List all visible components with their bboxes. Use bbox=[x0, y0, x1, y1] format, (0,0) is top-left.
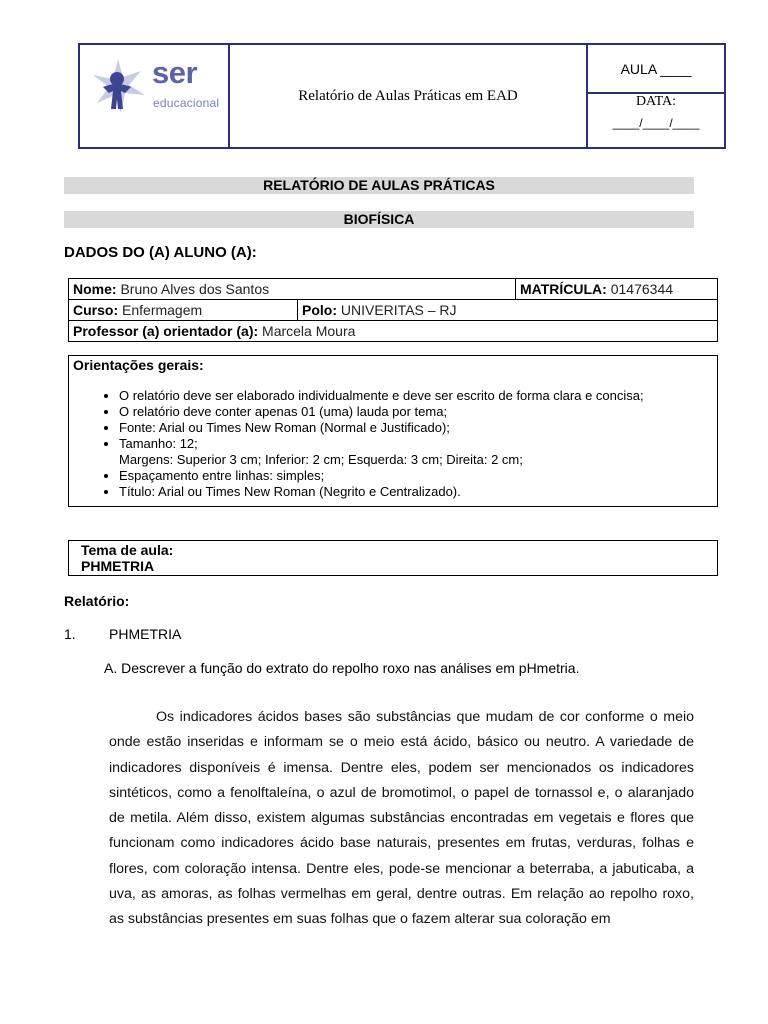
relatorio-heading: Relatório: bbox=[64, 593, 130, 609]
matricula-value: 01476344 bbox=[610, 281, 674, 297]
question-a: A. Descrever a função do extrato do repolho roxo nas análises em pHmetria. bbox=[104, 660, 580, 676]
data-field bbox=[588, 94, 724, 147]
tema-value: PHMETRIA bbox=[81, 558, 155, 574]
data-label: DATA: bbox=[635, 94, 677, 109]
guideline-item: • Fonte: Arial ou Times New Roman (Normal e Justificado); bbox=[119, 420, 644, 436]
curso-cell bbox=[69, 300, 298, 321]
subject-bar: BIOFÍSICA bbox=[64, 211, 694, 228]
professor-value: Marcela Moura bbox=[262, 323, 356, 339]
guidelines-title: Orientações gerais: bbox=[73, 357, 204, 373]
guideline-item: • O relatório deve conter apenas 01 (uma) lauda por tema; bbox=[119, 404, 644, 420]
report-paragraph bbox=[109, 705, 694, 933]
nome-label: Nome: bbox=[73, 281, 117, 297]
header-title: Relatório de Aulas Práticas em EAD bbox=[230, 45, 588, 147]
guideline-margins: Margens: Superior 3 cm; Inferior: 2 cm; Esquerda: 3 cm; Direita: 2 cm; bbox=[119, 452, 523, 467]
guideline-size: Tamanho: 12; bbox=[119, 436, 198, 451]
item-title: PHMETRIA bbox=[109, 626, 182, 642]
curso-value: Enfermagem bbox=[122, 302, 203, 318]
item-number: 1. bbox=[64, 626, 76, 642]
guideline-item: • Espaçamento entre linhas: simples; bbox=[119, 468, 644, 484]
ser-logo-icon bbox=[85, 57, 151, 123]
student-section-heading: DADOS DO (A) ALUNO (A): bbox=[64, 244, 257, 261]
document-header bbox=[78, 43, 726, 149]
guideline-item: • Título: Arial ou Times New Roman (Negrito e Centralizado). bbox=[119, 484, 644, 500]
guidelines-box bbox=[68, 355, 718, 507]
student-data-table bbox=[68, 278, 718, 342]
polo-cell bbox=[298, 300, 718, 321]
aula-field: AULA ____ bbox=[588, 45, 724, 94]
logo-subtext: educacional bbox=[153, 96, 220, 110]
matricula-cell bbox=[516, 279, 718, 300]
professor-cell bbox=[69, 321, 718, 342]
paragraph-text: Os indicadores ácidos bases são substâncias que mudam de cor conforme o meio onde estão inseridas e informam se o meio está ácido, básico ou neutro. A variedade de indicadores disponíveis é imensa. Dentre eles, podem ser mencionados os indicadores sintéticos, como a fenolftaleína, o azul de bromotimol, o papel de tornassol e, o alaranjado de metila. Além disso, existem algumas substâncias encontradas em vegetais e flores que funcionam como indicadores ácido base naturais, presentes em frutas, verduras, folhas e flores, com coloração intensa. Dentre eles, pode-se mencionar a beterraba, a jabuticaba, a uva, as amoras, as folhas vermelhas em geral, dentre outras. Em relação ao repolho roxo, as substâncias presentes em suas folhas que o fazem alterar sua coloração em bbox=[109, 709, 694, 928]
logo-text: ser bbox=[152, 55, 198, 90]
nome-cell bbox=[69, 279, 516, 300]
data-blank: ____/____/____ bbox=[612, 116, 700, 130]
guideline-item: • O relatório deve ser elaborado individualmente e deve ser escrito de forma clara e concisa; bbox=[119, 388, 644, 404]
logo-cell bbox=[80, 45, 230, 147]
guidelines-list bbox=[69, 388, 644, 500]
tema-box bbox=[68, 540, 718, 576]
curso-label: Curso: bbox=[73, 302, 119, 318]
matricula-label: MATRÍCULA: bbox=[520, 281, 607, 297]
guideline-item bbox=[119, 436, 644, 468]
professor-label: Professor (a) orientador (a): bbox=[73, 323, 259, 339]
polo-label: Polo: bbox=[302, 302, 337, 318]
tema-label: Tema de aula: bbox=[81, 542, 174, 558]
polo-value: UNIVERITAS – RJ bbox=[340, 302, 457, 318]
report-title-bar: RELATÓRIO DE AULAS PRÁTICAS bbox=[64, 177, 694, 194]
nome-value: Bruno Alves dos Santos bbox=[120, 281, 270, 297]
